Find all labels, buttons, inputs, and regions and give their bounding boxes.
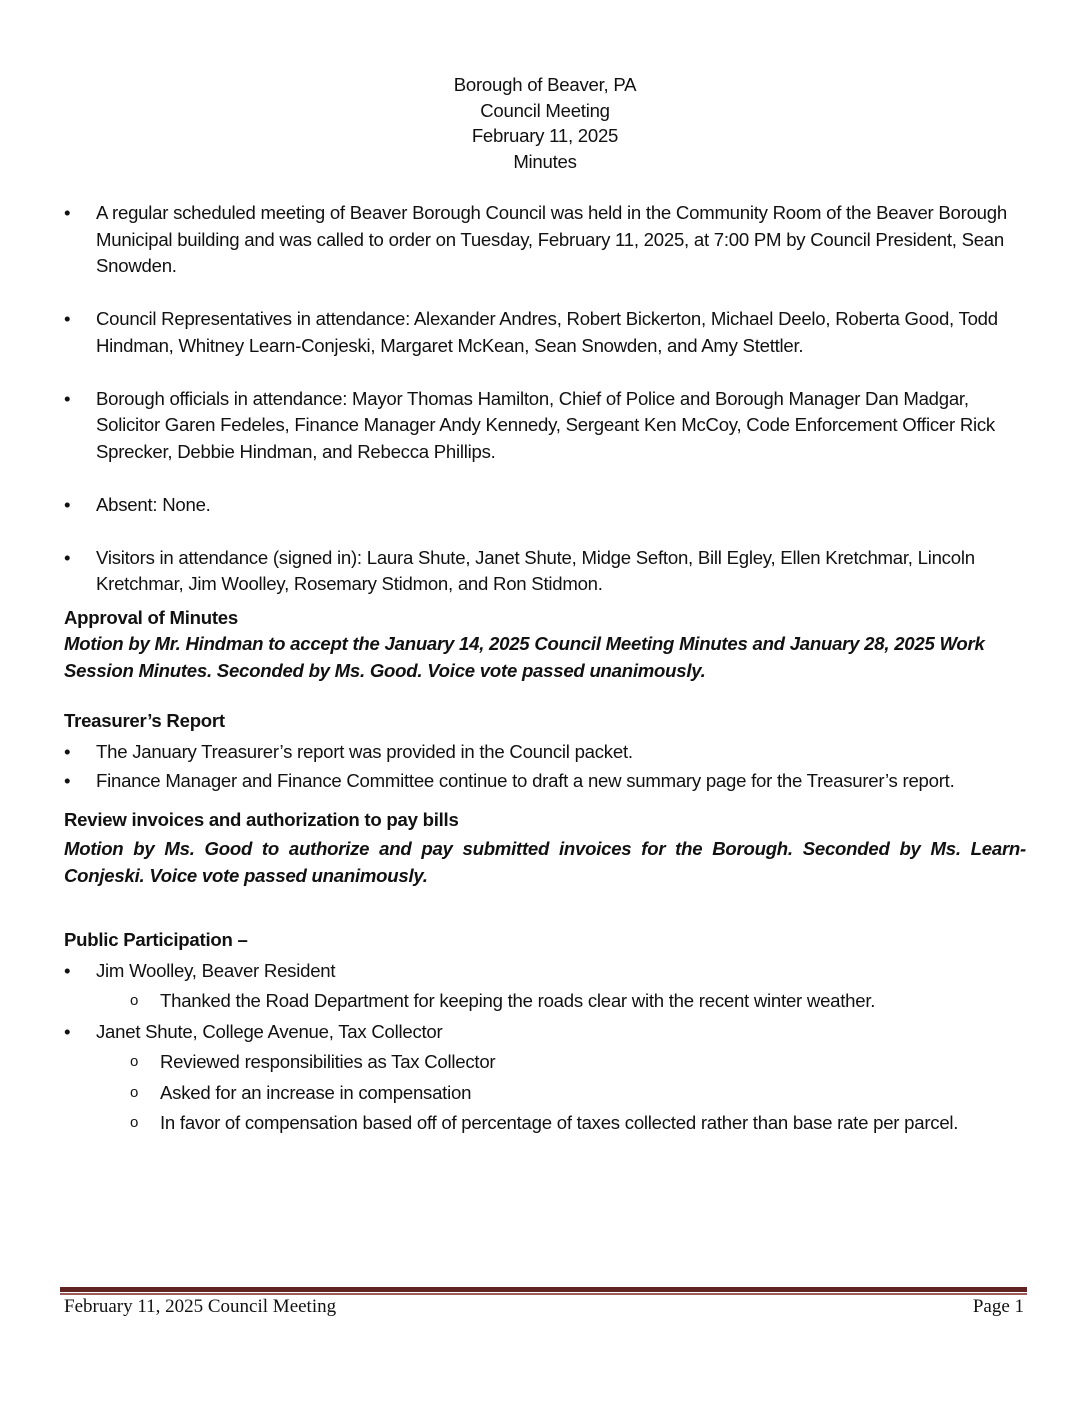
title-meeting-type: Council Meeting — [480, 99, 610, 121]
circle-bullet-icon: o — [130, 1114, 139, 1131]
section-heading: Approval of Minutes — [64, 606, 238, 628]
bullet-icon: • — [64, 387, 71, 409]
footer-divider — [60, 1287, 1027, 1295]
speaker-item — [64, 1019, 1026, 1137]
circle-bullet-icon: o — [130, 1083, 139, 1101]
section-invoices — [64, 807, 1026, 890]
page-footer — [64, 1296, 1024, 1318]
intro-list — [64, 200, 1026, 598]
title-doc-type: Minutes — [513, 150, 577, 172]
bullet-icon: • — [64, 493, 71, 515]
bullet-icon: • — [64, 740, 71, 762]
document-title-block — [64, 72, 1026, 174]
speaker-point-text: In favor of compensation based off of percentage of taxes collected rather than base rate per parcel. — [160, 1112, 959, 1133]
list-item-text: The January Treasurer’s report was provided in the Council packet. — [96, 740, 633, 762]
circle-bullet-icon: o — [130, 992, 139, 1009]
intro-item-call-to-order — [64, 200, 1026, 280]
bullet-icon: • — [64, 770, 71, 791]
title-borough: Borough of Beaver, PA — [453, 74, 637, 95]
page-number: Page 1 — [972, 1296, 1024, 1317]
bullet-icon: • — [64, 202, 71, 223]
intro-item-council-attendance — [64, 306, 1026, 359]
speaker-point — [64, 1110, 1026, 1137]
title-date: February 11, 2025 — [471, 125, 619, 146]
speaker-point-text: Asked for an increase in compensation — [160, 1081, 472, 1103]
speaker-name: Janet Shute, College Avenue, Tax Collector — [96, 1020, 443, 1042]
bullet-icon: • — [64, 308, 71, 329]
intro-item-visitors — [64, 545, 1026, 598]
speaker-name: Jim Woolley, Beaver Resident — [96, 959, 336, 981]
speaker-point — [64, 988, 1026, 1015]
treasurer-items-list — [64, 739, 1026, 795]
bullet-icon: • — [64, 959, 71, 981]
speaker-point-text: Thanked the Road Department for keeping the roads clear with the recent winter weather. — [160, 990, 876, 1011]
section-heading: Public Participation – — [64, 929, 248, 950]
speaker-point — [64, 1049, 1026, 1076]
intro-item-officials-attendance — [64, 386, 1026, 466]
intro-item-text: Borough officials in attendance: Mayor Thomas Hamilton, Chief of Police and Borough Manager Dan Madgar, Solicitor Garen Fedeles, Finance Manager Andy Kennedy, Sergeant Ken McCoy, Code Enforcement Officer Rick Sprecker, Debbie Hindman, and Rebecca Phillips. — [96, 387, 995, 462]
intro-item-text: Council Representatives in attendance: Alexander Andres, Robert Bickerton, Michael Deelo, Roberta Good, Todd Hindman, Whitney Learn-Conjeski, Margaret McKean, Sean Snowden, and Amy Stettler. — [96, 308, 998, 356]
speaker-point — [64, 1080, 1026, 1107]
intro-item-text: Visitors in attendance (signed in): Laura Shute, Janet Shute, Midge Sefton, Bill Egley, Ellen Kretchmar, Lincoln Kretchmar, Jim Woolley, Rosemary Stidmon, and Ron Stidmon. — [96, 546, 975, 594]
list-item — [64, 739, 1026, 766]
speaker-item — [64, 958, 1026, 1015]
footer-divider-thick — [60, 1287, 1027, 1292]
speakers-list — [64, 958, 1026, 1137]
speaker-points-list — [64, 1049, 1026, 1137]
intro-item-text: A regular scheduled meeting of Beaver Borough Council was held in the Community Room of the Beaver Borough Municipal building and was called to order on Tuesday, February 11, 2025, at 7:00 PM by Council President, Sean Snowden. — [96, 202, 1007, 276]
document-body — [64, 72, 1026, 1141]
bullet-icon: • — [64, 546, 71, 568]
section-treasurers-report — [64, 708, 1026, 795]
section-public-participation — [64, 927, 1026, 1137]
section-heading: Treasurer’s Report — [64, 710, 225, 731]
motion-text: Motion by Mr. Hindman to accept the January 14, 2025 Council Meeting Minutes and January 28, 2025 Work Session Minutes. Seconded by Ms. Good. Voice vote passed unanimously. — [64, 633, 985, 681]
section-heading: Review invoices and authorization to pay bills — [64, 808, 459, 830]
speaker-point-text: Reviewed responsibilities as Tax Collector — [160, 1051, 496, 1072]
speaker-points-list — [64, 988, 1026, 1015]
circle-bullet-icon: o — [130, 1053, 139, 1070]
intro-item-text: Absent: None. — [96, 493, 211, 515]
footer-divider-thin — [60, 1293, 1027, 1295]
list-item-text: Finance Manager and Finance Committee continue to draft a new summary page for the Treasurer’s report. — [96, 770, 955, 791]
motion-text: Motion by Ms. Good to authorize and pay submitted invoices for the Borough. Seconded by Ms. Learn-Conjeski. Voice vote passed unanimously. — [64, 838, 1026, 886]
intro-item-absent — [64, 492, 1026, 519]
list-item — [64, 768, 1026, 795]
section-approval-of-minutes — [64, 605, 1026, 685]
footer-meeting-label: February 11, 2025 Council Meeting — [64, 1296, 337, 1317]
bullet-icon: • — [64, 1020, 71, 1042]
